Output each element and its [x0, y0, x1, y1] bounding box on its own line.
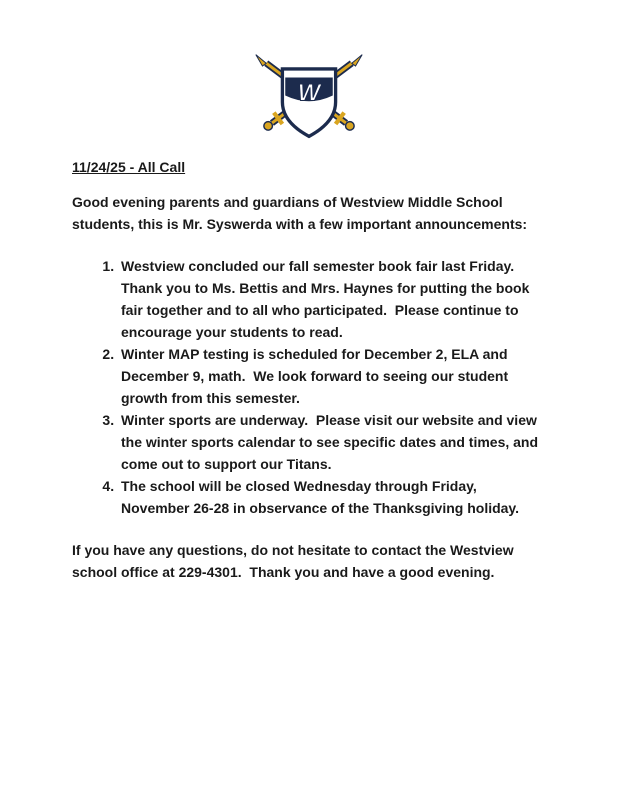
logo-letter: W: [297, 79, 321, 107]
date-all-call-heading: 11/24/25 - All Call: [72, 159, 186, 175]
announcements-list: [72, 255, 546, 519]
announcement-item-4: 4. The school will be closed Wednesday through Friday, November 26-28 in observance of the Thanksgiving holiday.: [118, 475, 546, 519]
announcement-item-2: 2. Winter MAP testing is scheduled for December 2, ELA and December 9, math. We look forward to seeing our student growth from this semester.: [118, 343, 546, 409]
announcement-item-3: 3. Winter sports are underway. Please visit our website and view the winter sports calendar to see specific dates and times, and come out to support our Titans.: [118, 409, 546, 475]
school-crest-logo: [247, 48, 371, 143]
closing-paragraph: If you have any questions, do not hesitate to contact the Westview school office at 229-4301. Thank you and have a good evening.: [72, 542, 518, 580]
announcement-item-1: 1. Westview concluded our fall semester book fair last Friday. Thank you to Ms. Bettis and Mrs. Haynes for putting the book fair together and to all who participated. Please continue to encourage your students to read.: [118, 255, 546, 343]
intro-paragraph: Good evening parents and guardians of Westview Middle School students, this is Mr. Syswerda with a few important announcements:: [72, 194, 528, 232]
crest-graphic: [247, 48, 371, 143]
shield-icon: [282, 69, 335, 136]
